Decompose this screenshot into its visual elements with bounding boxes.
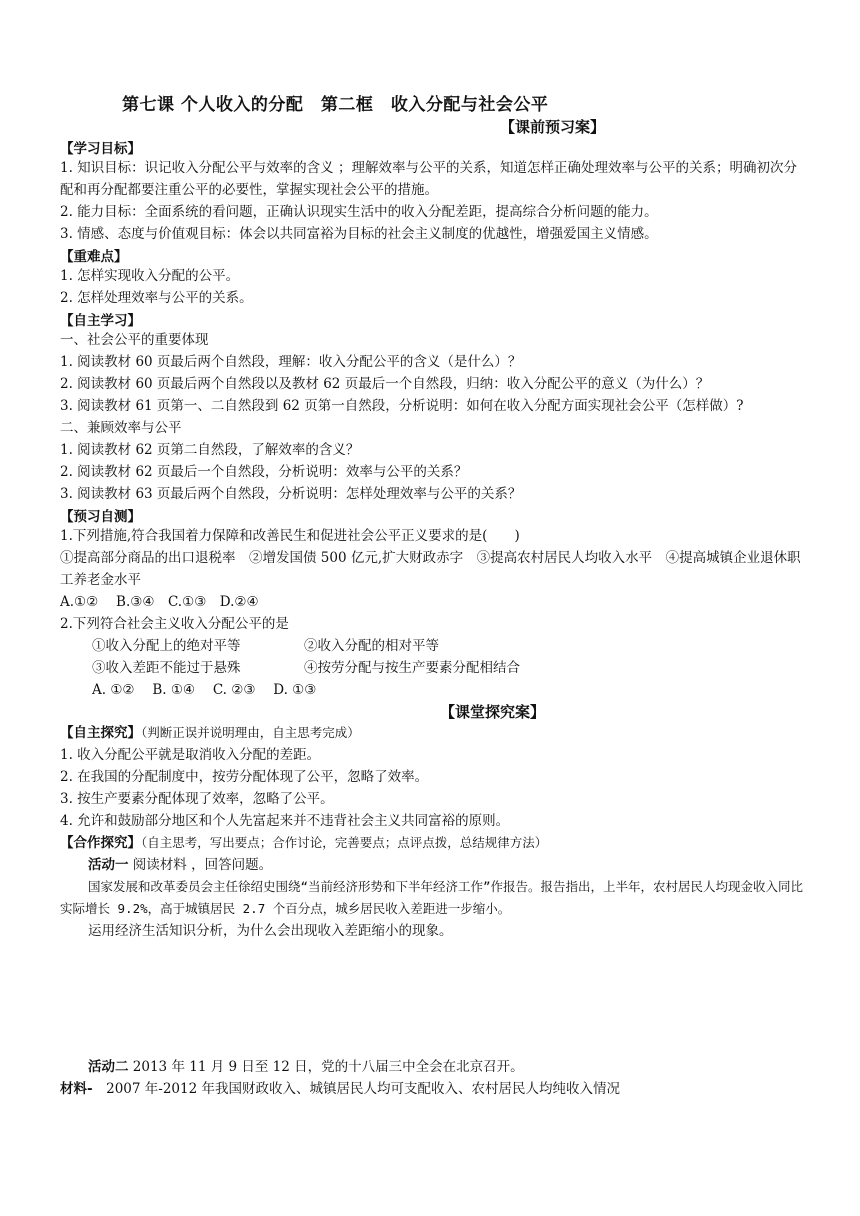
question-2-option-3: ③收入差距不能过于悬殊 [92, 660, 241, 676]
activity-1-label: 活动一 [88, 857, 129, 873]
coop-heading-row [60, 832, 805, 854]
material-label: 材料- [60, 1081, 93, 1097]
part1-item-2: 2. 阅读教材 60 页最后两个自然段以及教材 62 页最后一个自然段，归纳：收入分配公平的意义（为什么）？ [60, 376, 710, 392]
goal-item-2: 2. 能力目标：全面系统的看问题，正确认识现实生活中的收入分配差距，提高综合分析问题的能力。 [60, 204, 658, 220]
question-2-option-4: ④按劳分配与按生产要素分配相结合 [304, 660, 520, 676]
goals-heading: 【学习目标】 [60, 141, 141, 157]
coop-note: （自主思考，写出要点；合作讨论，完善要点；点评点拨，总结规律方法） [141, 835, 548, 850]
part1-title: 一、社会公平的重要体现 [60, 332, 209, 348]
explore-item-2: 2. 在我国的分配制度中，按劳分配体现了公平，忽略了效率。 [60, 769, 429, 785]
goal-item-1: 1. 知识目标：识记收入分配公平与效率的含义 ；理解效率与公平的关系，知道怎样正确处理效率与公平的关系；明确初次分配和再分配都要注重公平的必要性，掌握实现社会公平的措施。 [60, 160, 797, 198]
material-text: 2007 年-2012 年我国财政收入、城镇居民人均可支配收入、农村居民人均纯收入情况 [92, 1081, 620, 1097]
question-1-options: ①提高部分商品的出口退税率 ②增发国债 500 亿元,扩大财政赤字 ③提高农村居民人均收入水平 ④提高城镇企业退休职工养老金水平 [60, 550, 801, 588]
question-1-choices: A.①② B.③④ C.①③ D.②④ [60, 594, 259, 610]
part2-item-1: 1. 阅读教材 62 页第二自然段，了解效率的含义？ [60, 442, 360, 458]
part1-item-3: 3. 阅读教材 61 页第一、二自然段到 62 页第一自然段，分析说明：如何在收入分配方面实现社会公平（怎样做）? [60, 398, 744, 414]
page-title: 第七课 个人收入的分配 第二框 收入分配与社会公平 [122, 95, 549, 115]
class-section-title: 【课堂探究案】 [439, 703, 545, 721]
question-2: 2.下列符合社会主义收入分配公平的是 [60, 616, 289, 632]
explore-heading: 【自主探究】 [60, 725, 141, 741]
explore-item-4: 4. 允许和鼓励部分地区和个人先富起来并不违背社会主义共同富裕的原则。 [60, 813, 510, 829]
part2-title: 二、兼顾效率与公平 [60, 420, 182, 436]
question-1: 1.下列措施,符合我国着力保障和改善民生和促进社会公平正义要求的是( ) [60, 528, 520, 544]
activity-2-label: 活动二 [88, 1059, 129, 1075]
preview-section-title: 【课前预习案】 [499, 118, 605, 136]
key-point-2: 2. 怎样处理效率与公平的关系。 [60, 290, 253, 306]
explore-note: （判断正误并说明理由，自主思考完成） [141, 725, 360, 740]
activity-1-text: 阅读材料 ，回答问题。 [128, 857, 273, 873]
answer-space [60, 942, 805, 1008]
question-2-options-row-1 [60, 635, 805, 657]
part2-item-3: 3. 阅读教材 63 页最后两个自然段，分析说明：怎样处理效率与公平的关系？ [60, 486, 522, 502]
question-2-choices: A. ①② B. ①④ C. ②③ D. ①③ [92, 682, 317, 698]
activity-2-text: 2013 年 11 月 9 日至 12 日，党的十八届三中全会在北京召开。 [128, 1059, 524, 1075]
explore-item-1: 1. 收入分配公平就是取消收入分配的差距。 [60, 747, 321, 763]
goal-item-3: 3. 情感、态度与价值观目标：体会以共同富裕为目标的社会主义制度的优越性，增强爱国主义情感。 [60, 226, 658, 242]
material-row [60, 1078, 805, 1100]
self-study-heading: 【自主学习】 [60, 313, 141, 329]
coop-heading: 【合作探究】 [60, 835, 141, 851]
activity-1-row [60, 854, 805, 876]
question-2-option-1: ①收入分配上的绝对平等 [92, 638, 241, 654]
activity-1-question: 运用经济生活知识分析，为什么会出现收入差距缩小的现象。 [88, 923, 453, 939]
question-2-option-2: ②收入分配的相对平等 [304, 638, 439, 654]
part2-item-2: 2. 阅读教材 62 页最后一个自然段，分析说明：效率与公平的关系？ [60, 464, 468, 480]
part1-item-1: 1. 阅读教材 60 页最后两个自然段，理解：收入分配公平的含义（是什么）？ [60, 354, 522, 370]
self-test-heading: 【预习自测】 [60, 509, 141, 525]
question-2-options-row-2 [60, 657, 805, 679]
key-point-1: 1. 怎样实现收入分配的公平。 [60, 268, 240, 284]
activity-1-material: 国家发展和改革委员会主任徐绍史围绕“当前经济形势和下半年经济工作”作报告。报告指出，上半年，农村居民人均现金收入同比实际增长 9.2%，高于城镇居民 2.7 个百分点，城乡居民收入差距进一步缩小。 [60, 879, 804, 916]
explore-heading-row [60, 722, 805, 744]
document-body [60, 90, 805, 1100]
explore-item-3: 3. 按生产要素分配体现了效率，忽略了公平。 [60, 791, 334, 807]
activity-2-row [60, 1056, 805, 1078]
key-points-heading: 【重难点】 [60, 249, 128, 265]
